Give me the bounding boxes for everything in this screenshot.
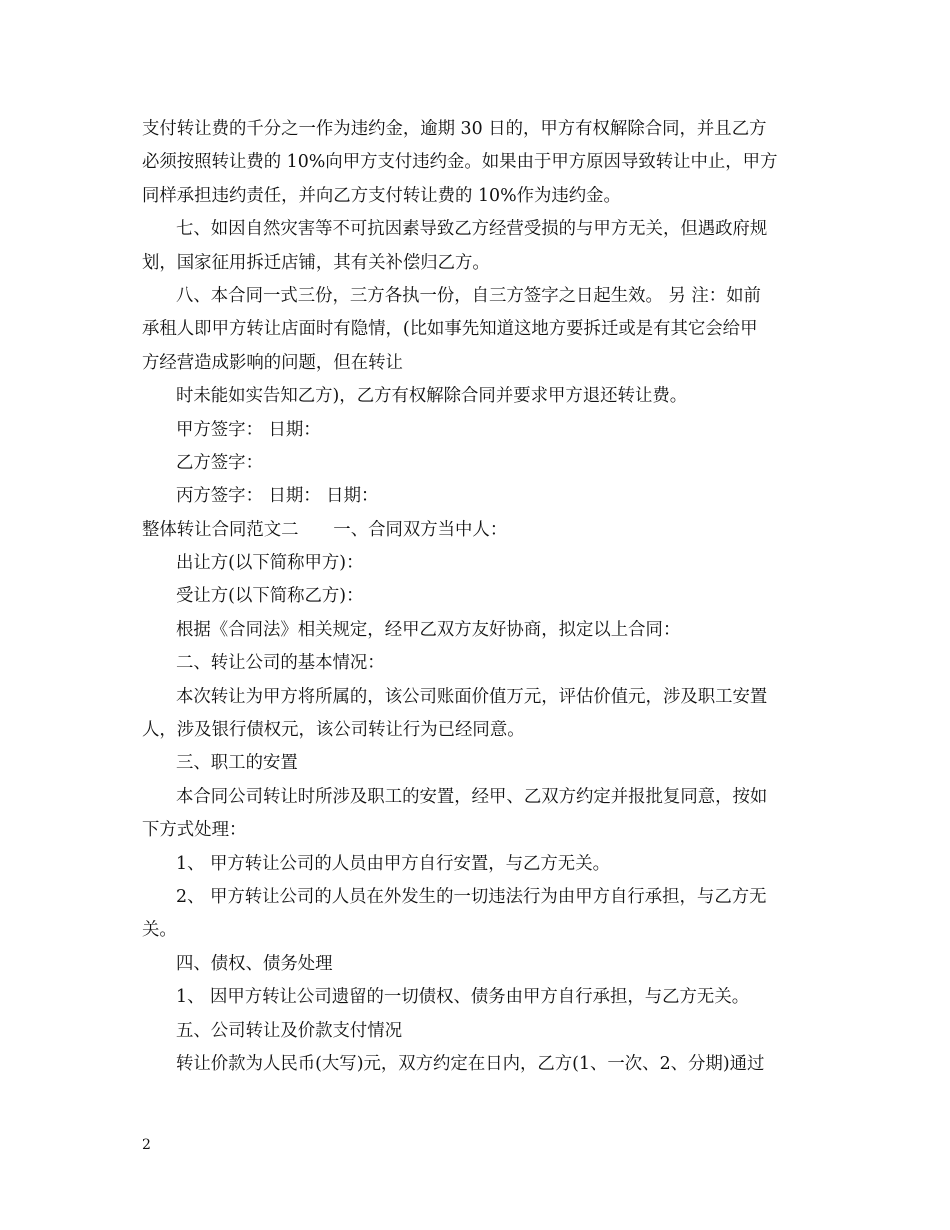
- text-line: 甲方签字： 日期：: [176, 419, 321, 440]
- text-line: 转让价款为人民币(大写)元，双方约定在日内，乙方(1、一次、2、分期)通过: [176, 1053, 765, 1074]
- text-line: 本合同公司转让时所涉及职工的安置，经甲、乙双方约定并报批复同意，按如: [176, 786, 768, 807]
- text-line: 必须按照转让费的 10%向甲方支付违约金。如果由于甲方原因导致转让中止，甲方: [142, 152, 778, 173]
- text-line: 七、如因自然灾害等不可抗因素导致乙方经营受损的与甲方无关，但遇政府规: [176, 219, 768, 240]
- text-line: 关。: [142, 920, 177, 941]
- text-line: 乙方签字：: [176, 452, 263, 473]
- text-line: 方经营造成影响的问题，但在转让: [142, 352, 403, 373]
- text-line: 划，国家征用拆迁店铺，其有关补偿归乙方。: [142, 252, 490, 273]
- text-line: 同样承担违约责任，并向乙方支付转让费的 10%作为违约金。: [142, 185, 621, 206]
- document-body: [142, 113, 814, 1081]
- text-line: 时未能如实告知乙方)，乙方有权解除合同并要求甲方退还转让费。: [176, 386, 688, 407]
- text-line: 承租人即甲方转让店面时有隐情，(比如事先知道这地方要拆迁或是有其它会给甲: [142, 319, 758, 340]
- text-line: 八、本合同一式三份，三方各执一份，自三方签字之日起生效。 另 注：如前: [176, 285, 761, 306]
- text-line: 1、 因甲方转让公司遗留的一切债权、债务由甲方自行承担，与乙方无关。: [176, 987, 750, 1008]
- text-line: 本次转让为甲方将所属的，该公司账面价值万元，评估价值元，涉及职工安置: [176, 686, 768, 707]
- page-number: 2: [142, 1137, 151, 1153]
- text-line: 下方式处理：: [142, 820, 247, 841]
- text-line: 五、公司转让及价款支付情况: [176, 1020, 403, 1041]
- text-line: 三、职工的安置: [176, 753, 298, 774]
- text-line: 整体转让合同范文二 一、合同双方当中人：: [142, 519, 508, 540]
- text-line: 出让方(以下简称甲方)：: [176, 553, 364, 574]
- text-line: 1、 甲方转让公司的人员由甲方自行安置，与乙方无关。: [176, 853, 610, 874]
- text-line: 二、转让公司的基本情况：: [176, 653, 385, 674]
- text-line: 支付转让费的千分之一作为违约金，逾期 30 日的，甲方有权解除合同，并且乙方: [142, 119, 767, 139]
- text-line: 丙方签字： 日期： 日期：: [176, 486, 379, 507]
- text-line: 根据《合同法》相关规定，经甲乙双方友好协商，拟定以上合同：: [176, 619, 681, 640]
- text-line: 人，涉及银行债权元，该公司转让行为已经同意。: [142, 720, 525, 741]
- text-line: 受让方(以下简称乙方)：: [176, 586, 364, 607]
- text-line: 四、债权、债务处理: [176, 953, 333, 974]
- text-line: 2、 甲方转让公司的人员在外发生的一切违法行为由甲方自行承担，与乙方无: [176, 886, 767, 907]
